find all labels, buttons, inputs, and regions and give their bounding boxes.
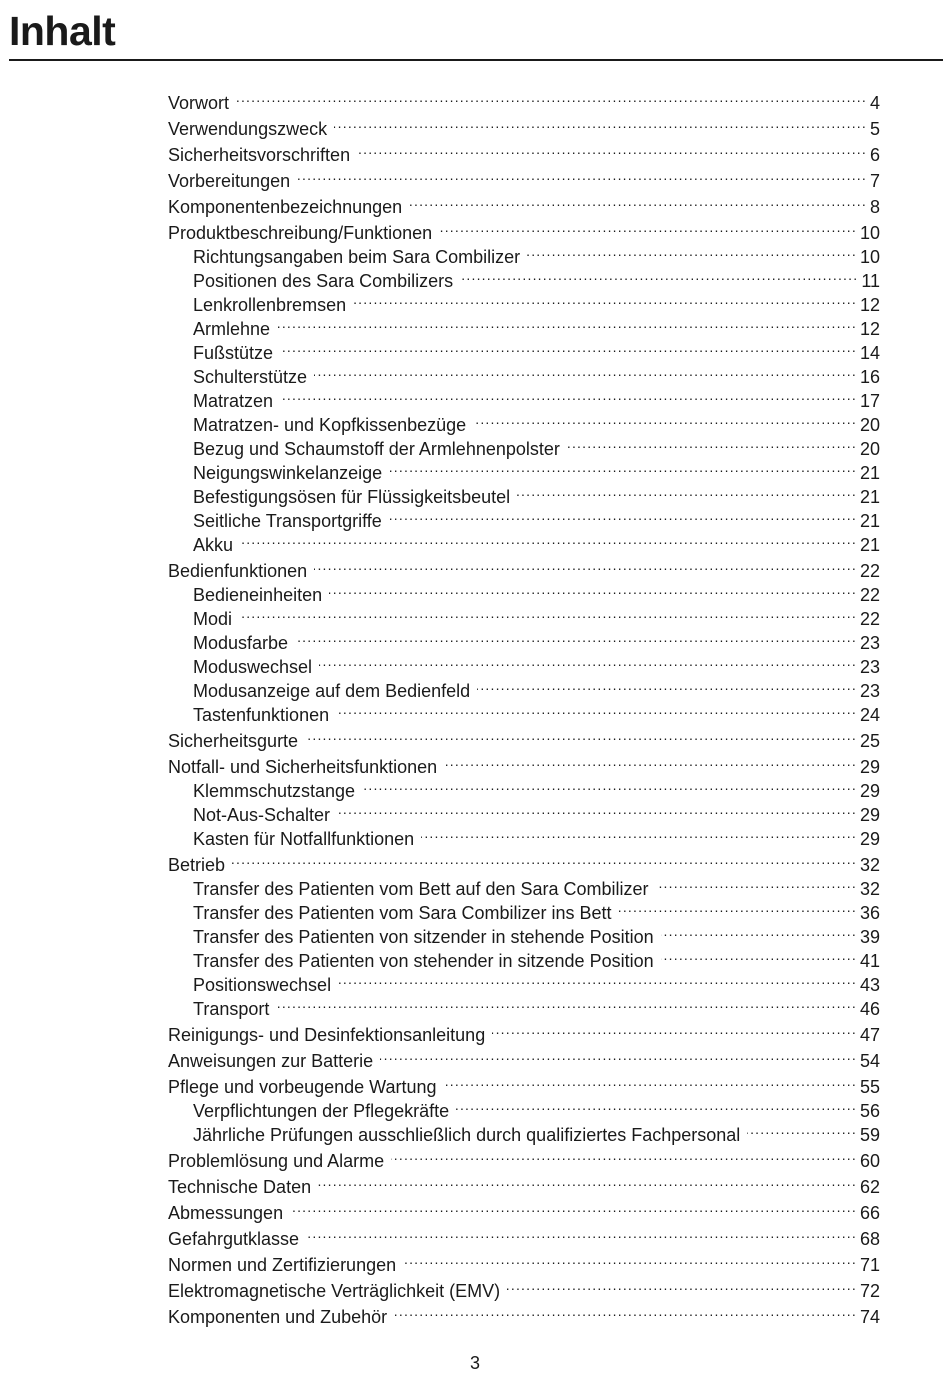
toc-entry-page: 32 [859,855,880,875]
toc-entry-page: 71 [859,1255,880,1275]
toc-entry-label: Transfer des Patienten von stehender in sitzende Position [193,951,654,971]
toc-dot-leader [380,1043,857,1067]
toc-entry-page: 4 [869,93,880,113]
toc-dot-leader [444,749,857,773]
toc-entry-page: 39 [859,927,880,947]
toc-dot-leader [353,287,857,311]
toc-entry-page: 56 [859,1101,880,1121]
toc-entry[interactable] [168,1017,880,1045]
toc-entry-label: Kasten für Notfallfunktionen [193,829,415,849]
toc-dot-leader [661,919,857,943]
toc-dot-leader [314,359,857,383]
toc-entry-label: Sicherheitsvorschriften [168,145,351,165]
toc-entry[interactable] [168,553,880,581]
toc-entry-label: Komponenten und Zubehör [168,1307,388,1327]
toc-dot-leader [389,503,857,527]
toc-entry-page: 14 [859,343,880,363]
toc-entry-page: 29 [859,781,880,801]
toc-entry-page: 23 [859,633,880,653]
toc-dot-leader [456,1093,857,1117]
toc-dot-leader [306,1221,857,1245]
page-number: 3 [469,1353,480,1373]
toc-dot-leader [477,673,857,697]
toc-dot-leader [473,407,857,431]
toc-dot-leader [357,137,867,161]
toc-entry-label: Klemmschutzstange [193,781,356,801]
toc-entry-label: Tastenfunktionen [193,705,330,725]
toc-dot-leader [277,311,857,335]
toc-entry-label: Fußstütze [193,343,274,363]
toc-dot-leader [517,479,857,503]
toc-entry-label: Schulterstütze [193,367,308,387]
table-of-contents [168,85,880,1327]
toc-entry-label: Gefahrgutklasse [168,1229,300,1249]
toc-dot-leader [295,625,857,649]
toc-entry-label: Jährliche Prüfungen ausschließlich durch qualifiziertes Fachpersonal [193,1125,741,1145]
toc-entry-label: Richtungsangaben beim Sara Combilizer [193,247,521,267]
toc-entry-label: Positionswechsel [193,975,332,995]
toc-dot-leader [527,239,857,263]
toc-entry-label: Modusanzeige auf dem Bedienfeld [193,681,471,701]
toc-entry-page: 62 [859,1177,880,1197]
toc-dot-leader [403,1247,857,1271]
toc-entry-label: Pflege und vorbeugende Wartung [168,1077,437,1097]
toc-dot-leader [236,85,867,109]
toc-entry-page: 16 [859,367,880,387]
toc-entry-label: Transfer des Patienten vom Sara Combilizer ins Bett [193,903,612,923]
toc-entry[interactable] [168,527,880,555]
toc-dot-leader [290,1195,857,1219]
toc-entry[interactable] [168,847,880,875]
toc-entry-label: Transport [193,999,270,1019]
toc-entry-label: Moduswechsel [193,657,313,677]
toc-entry-page: 11 [861,271,880,291]
toc-entry-page: 29 [859,829,880,849]
toc-entry-page: 20 [859,439,880,459]
toc-entry-page: 10 [859,247,880,267]
toc-entry-label: Modi [193,609,233,629]
toc-entry[interactable] [168,601,880,629]
toc-entry-page: 29 [859,757,880,777]
toc-dot-leader [747,1117,857,1141]
toc-entry-label: Transfer des Patienten von sitzender in stehende Position [193,927,654,947]
toc-dot-leader [444,1069,857,1093]
toc-dot-leader [391,1143,857,1167]
toc-entry-page: 21 [859,535,880,555]
toc-dot-leader [492,1017,857,1041]
toc-dot-leader [439,215,857,239]
toc-entry-page: 12 [859,319,880,339]
toc-dot-leader [507,1273,857,1297]
toc-entry-page: 36 [859,903,880,923]
toc-dot-leader [305,723,857,747]
toc-dot-leader [661,943,857,967]
toc-entry-page: 55 [859,1077,880,1097]
toc-entry-page: 54 [859,1051,880,1071]
toc-entry-page: 29 [859,805,880,825]
toc-dot-leader [276,991,857,1015]
toc-entry-label: Technische Daten [168,1177,312,1197]
toc-entry-label: Sicherheitsgurte [168,731,299,751]
toc-entry-page: 21 [859,487,880,507]
toc-entry-label: Verpflichtungen der Pflegekräfte [193,1101,450,1121]
toc-dot-leader [239,601,857,625]
title-divider [9,59,943,61]
toc-dot-leader [319,649,857,673]
toc-dot-leader [240,527,857,551]
toc-dot-leader [567,431,857,455]
toc-entry-page: 43 [859,975,880,995]
toc-dot-leader [280,335,857,359]
toc-entry-label: Armlehne [193,319,271,339]
toc-entry-page: 6 [869,145,880,165]
toc-entry-page: 47 [859,1025,880,1045]
toc-dot-leader [421,821,857,845]
toc-entry[interactable] [168,407,880,435]
toc-entry-page: 24 [859,705,880,725]
toc-entry-page: 22 [859,585,880,605]
toc-entry-label: Lenkrollenbremsen [193,295,347,315]
toc-entry-page: 10 [859,223,880,243]
toc-entry-label: Verwendungszweck [168,119,328,139]
toc-entry-label: Matratzen [193,391,274,411]
toc-dot-leader [338,967,857,991]
toc-dot-leader [314,553,857,577]
toc-entry-label: Reinigungs- und Desinfektionsanleitung [168,1025,486,1045]
toc-entry-label: Vorbereitungen [168,171,291,191]
toc-entry-page: 41 [859,951,880,971]
toc-entry-page: 20 [859,415,880,435]
page-title: Inhalt [9,8,116,54]
toc-entry-label: Akku [193,535,234,555]
toc-dot-leader [409,189,867,213]
toc-entry[interactable] [168,625,880,653]
toc-entry-label: Normen und Zertifizierungen [168,1255,397,1275]
toc-entry-page: 8 [869,197,880,217]
toc-dot-leader [297,163,867,187]
toc-entry-label: Bezug und Schaumstoff der Armlehnenpolster [193,439,560,459]
toc-entry-page: 22 [859,561,880,581]
toc-entry-label: Not-Aus-Schalter [193,805,331,825]
toc-entry-page: 21 [859,463,880,483]
toc-entry-label: Transfer des Patienten vom Bett auf den Sara Combilizer [193,879,649,899]
toc-dot-leader [394,1299,857,1323]
toc-entry[interactable] [168,335,880,363]
toc-entry-label: Neigungswinkelanzeige [193,463,383,483]
toc-dot-leader [334,111,867,135]
toc-dot-leader [619,895,857,919]
toc-entry-page: 22 [859,609,880,629]
toc-dot-leader [329,577,857,601]
toc-dot-leader [232,847,857,871]
toc-entry-page: 17 [859,391,880,411]
toc-entry-label: Notfall- und Sicherheitsfunktionen [168,757,438,777]
toc-entry-label: Vorwort [168,93,230,113]
toc-entry-page: 7 [869,171,880,191]
toc-entry-label: Anweisungen zur Batterie [168,1051,374,1071]
toc-entry-page: 12 [859,295,880,315]
toc-entry-label: Abmessungen [168,1203,284,1223]
toc-entry-page: 23 [859,681,880,701]
toc-dot-leader [337,797,857,821]
toc-entry-label: Betrieb [168,855,226,875]
toc-entry-label: Komponentenbezeichnungen [168,197,403,217]
toc-dot-leader [318,1169,857,1193]
toc-entry-label: Elektromagnetische Verträglichkeit (EMV) [168,1281,501,1301]
toc-entry-label: Bedieneinheiten [193,585,323,605]
toc-entry-label: Bedienfunktionen [168,561,308,581]
toc-dot-leader [460,263,858,287]
toc-entry-label: Matratzen- und Kopfkissenbezüge [193,415,467,435]
toc-entry[interactable] [168,871,880,899]
toc-entry-label: Positionen des Sara Combilizers [193,271,454,291]
toc-entry-page: 68 [859,1229,880,1249]
toc-entry[interactable] [168,359,880,387]
toc-entry-page: 72 [859,1281,880,1301]
toc-entry-page: 21 [859,511,880,531]
toc-entry-label: Modusfarbe [193,633,289,653]
toc-entry[interactable] [168,111,880,139]
toc-entry-label: Problemlösung und Alarme [168,1151,385,1171]
toc-entry-page: 74 [859,1307,880,1327]
toc-dot-leader [280,383,857,407]
toc-entry-label: Befestigungsösen für Flüssigkeitsbeutel [193,487,511,507]
toc-entry-page: 23 [859,657,880,677]
toc-entry-page: 5 [869,119,880,139]
toc-dot-leader [656,871,857,895]
toc-entry-page: 25 [859,731,880,751]
toc-entry-page: 32 [859,879,880,899]
toc-entry[interactable] [168,85,880,113]
toc-entry-page: 59 [859,1125,880,1145]
toc-entry-label: Produktbeschreibung/Funktionen [168,223,433,243]
toc-entry-page: 66 [859,1203,880,1223]
toc-entry-label: Seitliche Transportgriffe [193,511,382,531]
toc-dot-leader [362,773,857,797]
toc-entry-page: 60 [859,1151,880,1171]
toc-dot-leader [336,697,857,721]
toc-dot-leader [389,455,857,479]
toc-entry-page: 46 [859,999,880,1019]
